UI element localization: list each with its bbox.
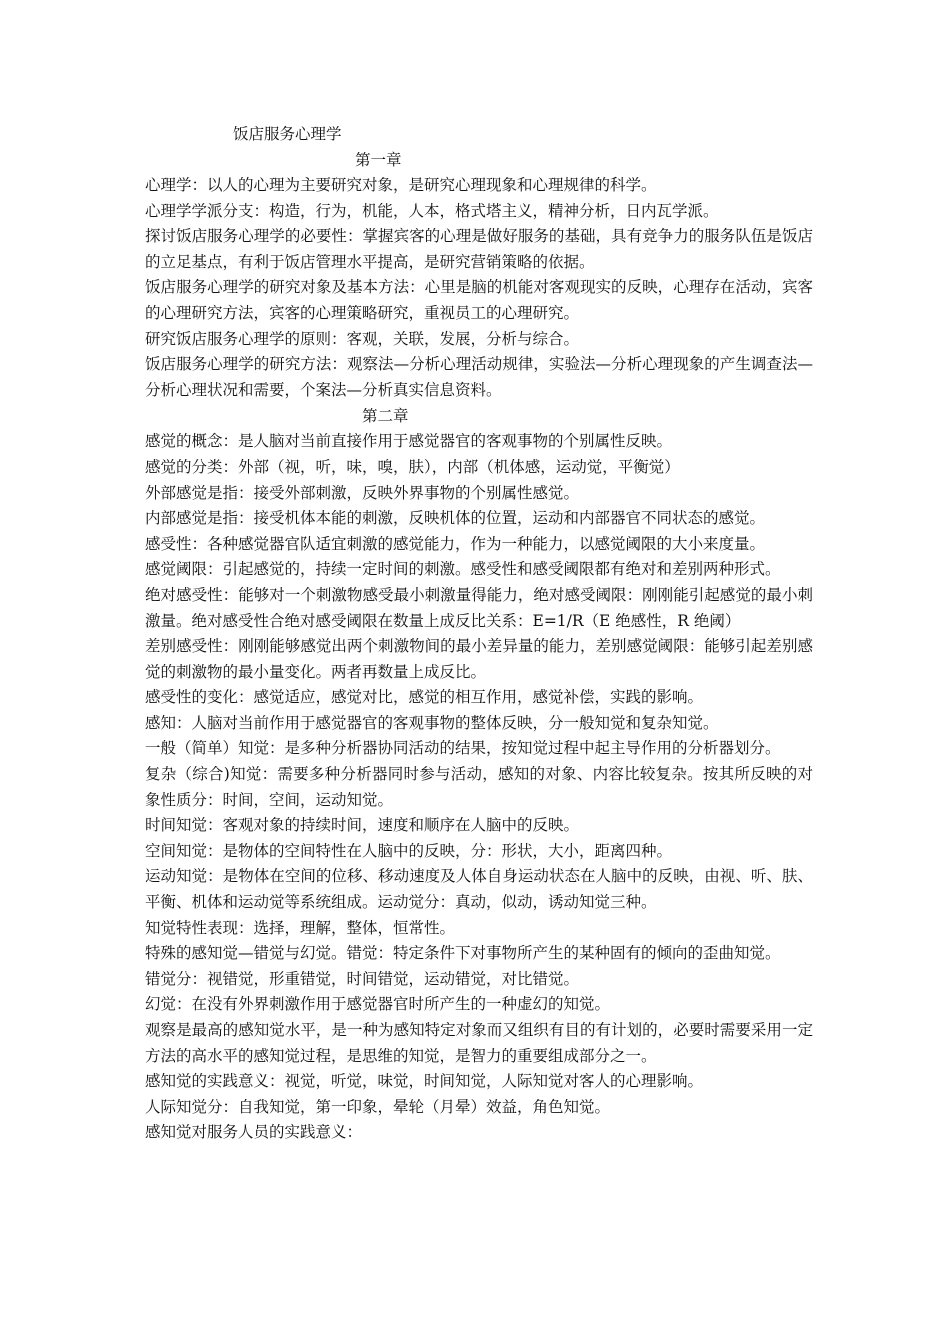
paragraph: 空间知觉：是物体的空间特性在人脑中的反映，分：形状，大小，距离四种。: [145, 841, 673, 860]
paragraph: 幻觉：在没有外界刺激作用于感觉器官时所产生的一种虚幻的知觉。: [145, 995, 611, 1014]
paragraph: 外部感觉是指：接受外部刺激，反映外界事物的个别属性感觉。: [145, 483, 580, 502]
paragraph: 感受性：各种感觉器官队适宜刺激的感觉能力，作为一种能力，以感觉阈限的大小来度量。: [145, 534, 766, 553]
paragraph: 内部感觉是指：接受机体本能的刺激，反映机体的位置，运动和内部器官不同状态的感觉。: [145, 509, 766, 528]
document-title: 饭店服务心理学: [233, 125, 342, 143]
paragraph: 感知觉的实践意义：视觉，听觉，味觉，时间知觉，人际知觉对客人的心理影响。: [145, 1072, 704, 1091]
paragraph: 感知：人脑对当前作用于感觉器官的客观事物的整体反映，分一般知觉和复杂知觉。: [145, 713, 719, 732]
paragraph: 错觉分：视错觉，形重错觉，时间错觉，运动错觉，对比错觉。: [145, 969, 580, 988]
paragraph: 感受性的变化：感觉适应，感觉对比，感觉的相互作用，感觉补偿，实践的影响。: [145, 688, 704, 707]
paragraph: 知觉特性表现：选择，理解，整体，恒常性。: [145, 918, 456, 937]
paragraph: 感知觉对服务人员的实践意义：: [145, 1123, 363, 1142]
paragraph: 时间知觉：客观对象的持续时间，速度和顺序在人脑中的反映。: [145, 816, 580, 835]
paragraph: 运动知觉：是物体在空间的位移、移动速度及人体自身运动状态在人脑中的反映，由视、听、肤、平衡、机体和运动觉等系统组成。运动觉分：真动，似动，诱动知觉三种。: [145, 867, 813, 912]
document-page: [145, 121, 813, 1146]
paragraph: 研究饭店服务心理学的原则：客观，关联，发展，分析与综合。: [145, 329, 580, 348]
paragraph: 感觉阈限：引起感觉的，持续一定时间的刺激。感受性和感受阈限都有绝对和差别两种形式。: [145, 560, 781, 579]
paragraph: 差别感受性：刚刚能够感觉出两个刺激物间的最小差异量的能力，差别感觉阈限：能够引起差别感觉的刺激物的最小量变化。两者再数量上成反比。: [145, 637, 813, 681]
paragraph: 饭店服务心理学的研究方法：观察法—分析心理活动规律，实验法—分析心理现象的产生调查法—分析心理状况和需要，个案法—分析真实信息资料。: [145, 355, 813, 399]
paragraph: 绝对感受性：能够对一个刺激物感受最小刺激量得能力，绝对感受阈限：刚刚能引起感觉的最小刺激量。绝对感受性合绝对感受阈限在数量上成反比关系：E=1/R（E 绝感性，R 绝阈）: [145, 585, 813, 630]
paragraph: 心理学学派分支：构造，行为，机能，人本，格式塔主义，精神分析，日内瓦学派。: [145, 201, 719, 220]
paragraph: 饭店服务心理学的研究对象及基本方法：心里是脑的机能对客观现实的反映，心理存在活动，宾客的心理研究方法，宾客的心理策略研究，重视员工的心理研究。: [145, 278, 813, 322]
paragraph: 特殊的感知觉—错觉与幻觉。错觉：特定条件下对事物所产生的某种固有的倾向的歪曲知觉。: [145, 944, 781, 963]
paragraph: 观察是最高的感知觉水平，是一种为感知特定对象而又组织有目的有计划的，必要时需要采用一定方法的高水平的感知觉过程，是思维的知觉，是智力的重要组成部分之一。: [145, 1021, 813, 1065]
paragraph: 探讨饭店服务心理学的必要性：掌握宾客的心理是做好服务的基础，具有竞争力的服务队伍是饭店的立足基点，有利于饭店管理水平提高，是研究营销策略的依据。: [145, 227, 813, 271]
paragraph: 复杂（综合)知觉：需要多种分析器同时参与活动，感知的对象、内容比较复杂。按其所反映的对象性质分：时间，空间，运动知觉。: [145, 765, 813, 809]
chapter-heading-2: 第二章: [362, 407, 409, 426]
paragraph: 人际知觉分：自我知觉，第一印象，晕轮（月晕）效益，角色知觉。: [145, 1097, 611, 1116]
paragraph: 心理学：以人的心理为主要研究对象，是研究心理现象和心理规律的科学。: [145, 176, 657, 194]
paragraph: 一般（简单）知觉：是多种分析器协同活动的结果，按知觉过程中起主导作用的分析器划分。: [145, 739, 781, 758]
paragraph: 感觉的概念：是人脑对当前直接作用于感觉器官的客观事物的个别属性反映。: [145, 432, 673, 451]
chapter-heading-1: 第一章: [355, 151, 402, 169]
paragraph: 感觉的分类：外部（视，听，味，嗅，肤），内部（机体感，运动觉，平衡觉）: [145, 457, 680, 476]
